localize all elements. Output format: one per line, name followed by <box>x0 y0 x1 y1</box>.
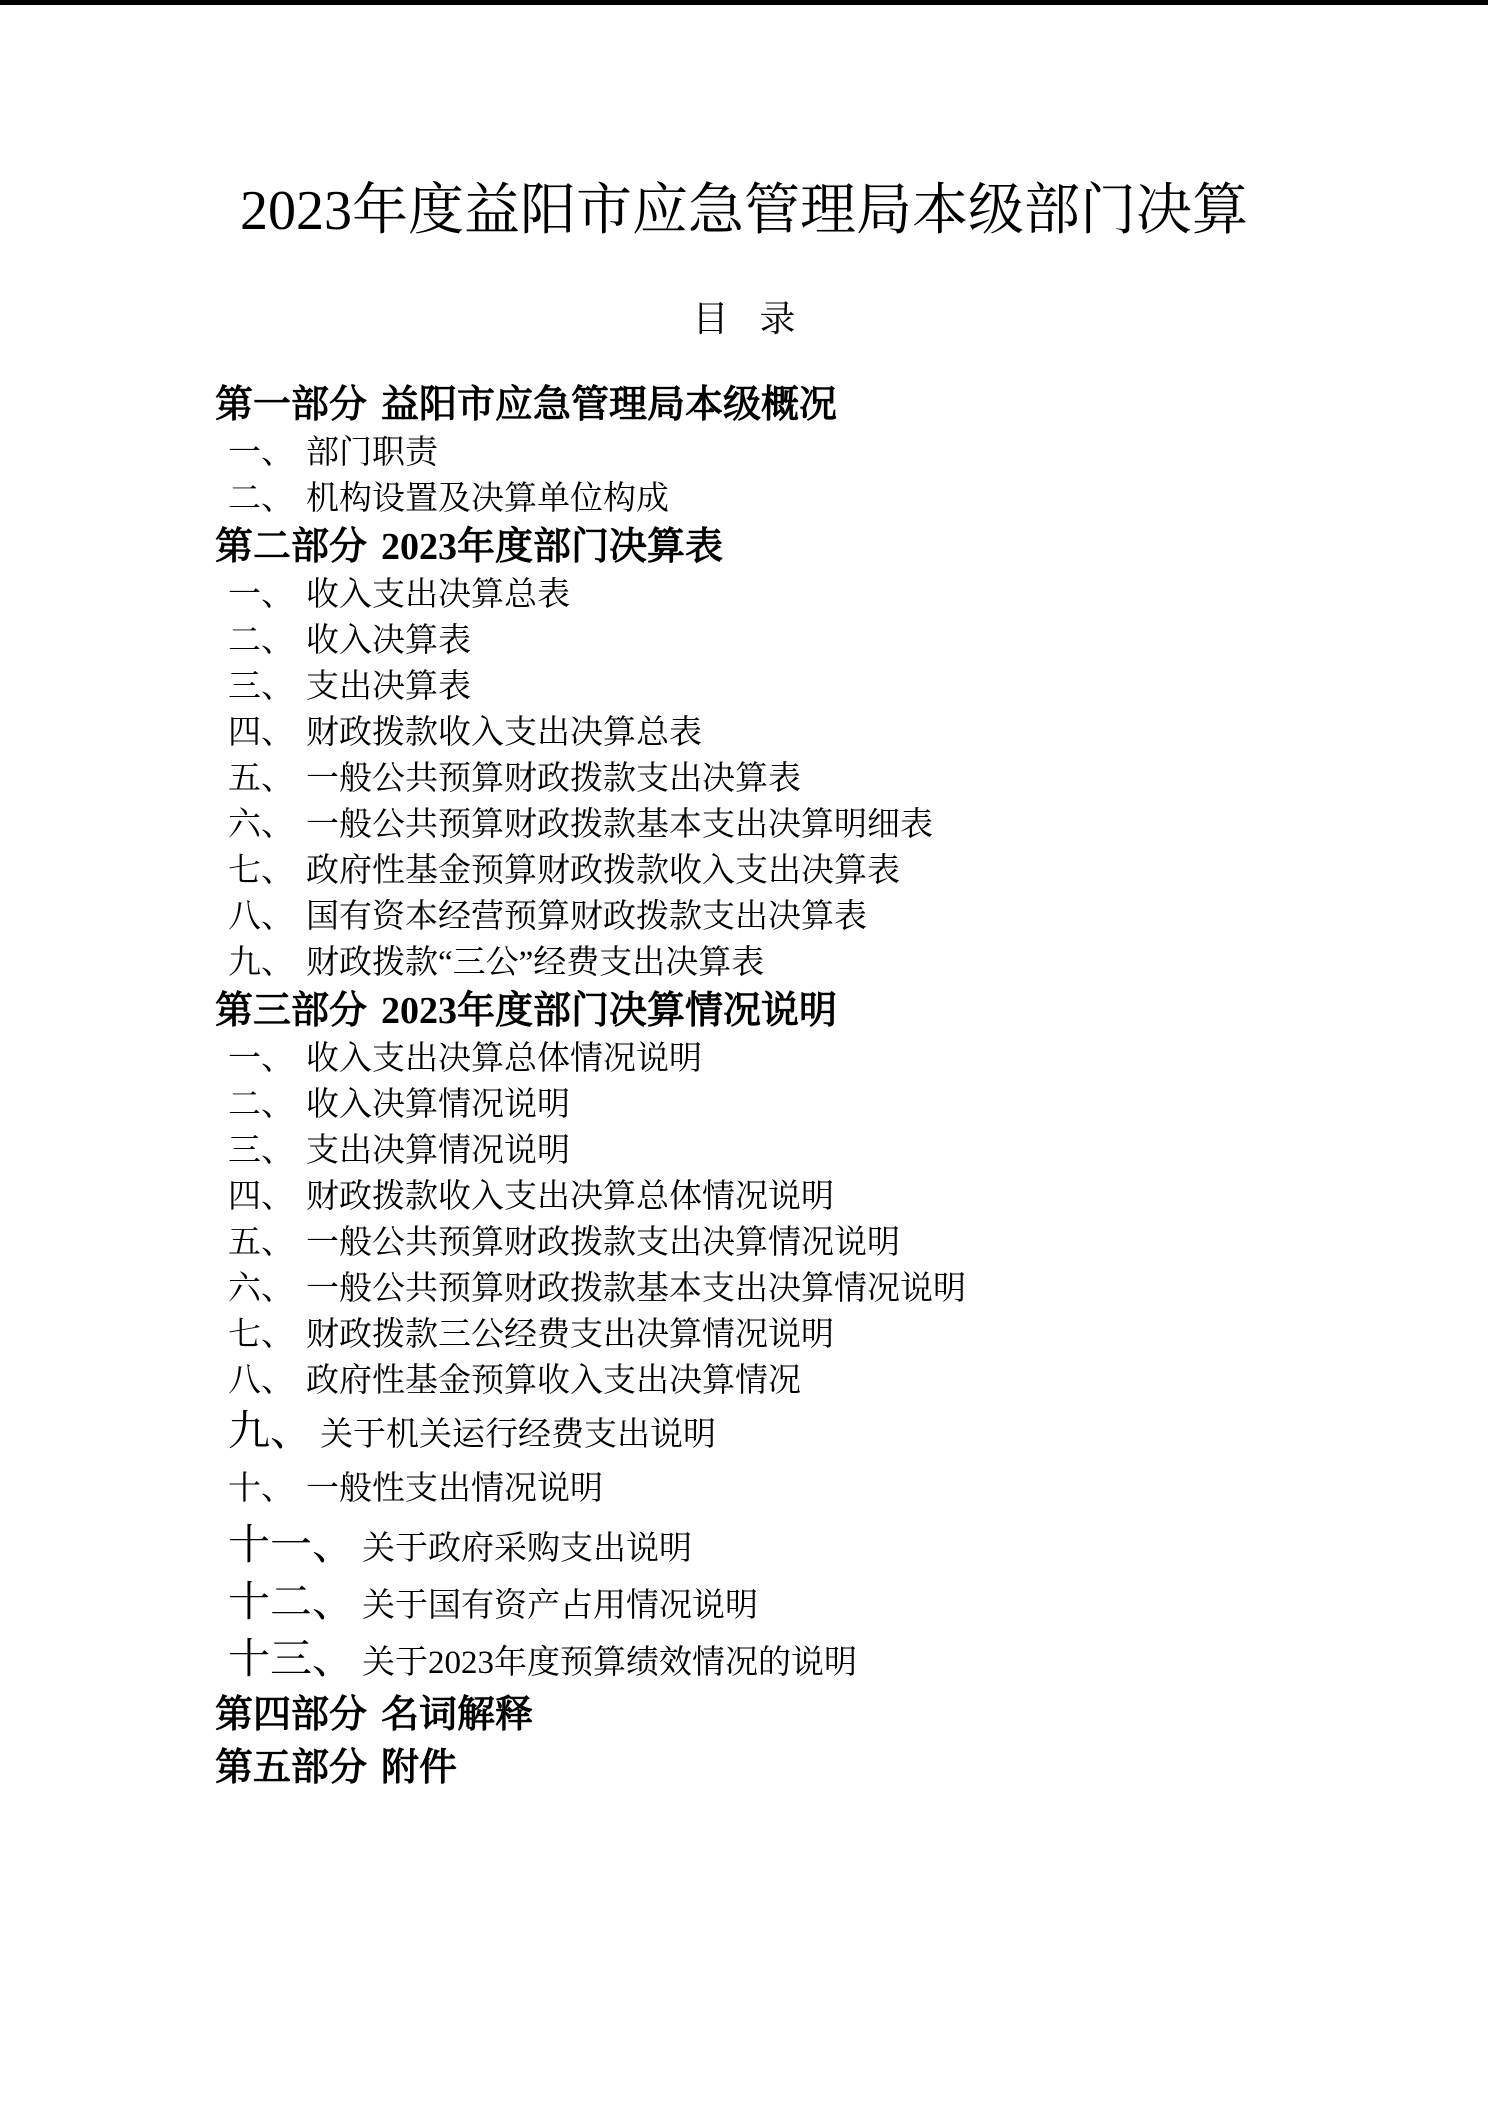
toc-item-number: 七、 <box>228 1317 294 1353</box>
toc-part-header <box>0 1689 1488 1742</box>
toc-item <box>0 1174 1488 1220</box>
toc-item-number: 一、 <box>228 435 294 471</box>
toc-item-text: 关于2023年度预算绩效情况的说明 <box>362 1645 858 1681</box>
toc-item <box>0 1461 1488 1518</box>
toc-item-text: 财政拨款三公经费支出决算情况说明 <box>306 1317 834 1353</box>
toc-item-text: 收入决算情况说明 <box>306 1087 570 1123</box>
toc-item <box>0 1266 1488 1312</box>
toc-part-label: 第四部分 <box>215 1694 368 1736</box>
document-title: 2023年度益阳市应急管理局本级部门决算 <box>240 180 1248 242</box>
toc-item-number: 四、 <box>228 1179 294 1215</box>
toc-item-number: 二、 <box>228 1087 294 1123</box>
toc-item <box>0 1128 1488 1174</box>
toc-item-text: 政府性基金预算财政拨款收入支出决算表 <box>306 853 900 889</box>
toc-item-number: 五、 <box>228 761 294 797</box>
toc-item-number: 八、 <box>228 899 294 935</box>
toc-item-text: 支出决算情况说明 <box>306 1133 570 1169</box>
toc-item-number: 八、 <box>228 1363 294 1399</box>
toc-item-number: 十二、 <box>228 1580 355 1626</box>
toc-item-text: 一般公共预算财政拨款支出决算情况说明 <box>306 1225 900 1261</box>
toc-item-text: 一般公共预算财政拨款基本支出决算明细表 <box>306 807 933 843</box>
toc-item-number: 十三、 <box>228 1637 355 1683</box>
toc-item-text: 一般公共预算财政拨款支出决算表 <box>306 761 801 797</box>
toc-item-text: 收入支出决算总表 <box>306 577 570 613</box>
toc-part-label: 第二部分 <box>215 526 368 568</box>
toc-item <box>0 1312 1488 1358</box>
toc-item <box>0 618 1488 664</box>
toc-part-title: 附件 <box>381 1747 458 1789</box>
toc-item <box>0 1575 1488 1632</box>
toc-heading: 目 录 <box>692 299 796 339</box>
toc-item-text: 财政拨款“三公”经费支出决算表 <box>306 945 765 981</box>
toc-item <box>0 1632 1488 1689</box>
toc-item-text: 支出决算表 <box>306 669 471 705</box>
toc-item-text: 财政拨款收入支出决算总表 <box>306 715 702 751</box>
toc-item-text: 部门职责 <box>306 435 438 471</box>
toc-item-number: 十、 <box>228 1471 294 1507</box>
toc-item-number: 二、 <box>228 623 294 659</box>
toc-item-number: 十一、 <box>228 1523 355 1569</box>
toc-item-number: 一、 <box>228 1041 294 1077</box>
toc-item <box>0 940 1488 986</box>
toc-item <box>0 894 1488 940</box>
toc-item-number: 三、 <box>228 1133 294 1169</box>
toc-item-text: 财政拨款收入支出决算总体情况说明 <box>306 1179 834 1215</box>
toc-list <box>0 380 1488 1795</box>
page-top-edge-bar <box>0 0 1488 5</box>
toc-item <box>0 664 1488 710</box>
toc-part-label: 第三部分 <box>215 990 368 1032</box>
toc-item-number: 九、 <box>228 1409 313 1455</box>
toc-item-text: 收入决算表 <box>306 623 471 659</box>
toc-item-number: 七、 <box>228 853 294 889</box>
toc-item-text: 机构设置及决算单位构成 <box>306 481 669 517</box>
toc-part-header <box>0 986 1488 1036</box>
toc-item-text: 收入支出决算总体情况说明 <box>306 1041 702 1077</box>
toc-item-text: 政府性基金预算收入支出决算情况 <box>306 1363 801 1399</box>
toc-item-text: 一般性支出情况说明 <box>306 1471 603 1507</box>
toc-part-title: 益阳市应急管理局本级概况 <box>381 384 838 426</box>
toc-part-label: 第一部分 <box>215 384 368 426</box>
toc-item-text: 关于机关运行经费支出说明 <box>320 1417 717 1453</box>
toc-part-title: 名词解释 <box>381 1694 534 1736</box>
toc-item-text: 国有资本经营预算财政拨款支出决算表 <box>306 899 867 935</box>
toc-item <box>0 476 1488 522</box>
toc-item-number: 六、 <box>228 1271 294 1307</box>
toc-item <box>0 1518 1488 1575</box>
toc-item <box>0 1404 1488 1461</box>
toc-item <box>0 1220 1488 1266</box>
toc-part-header <box>0 380 1488 430</box>
toc-item <box>0 802 1488 848</box>
toc-item-text: 关于政府采购支出说明 <box>362 1531 693 1567</box>
toc-item <box>0 848 1488 894</box>
toc-item-text: 关于国有资产占用情况说明 <box>362 1588 759 1624</box>
toc-item <box>0 756 1488 802</box>
toc-part-header <box>0 1742 1488 1795</box>
toc-item-number: 二、 <box>228 481 294 517</box>
toc-item-text: 一般公共预算财政拨款基本支出决算情况说明 <box>306 1271 966 1307</box>
toc-item <box>0 1036 1488 1082</box>
toc-item <box>0 1082 1488 1128</box>
toc-item-number: 一、 <box>228 577 294 613</box>
toc-item-number: 三、 <box>228 669 294 705</box>
toc-part-label: 第五部分 <box>215 1747 368 1789</box>
toc-item-number: 六、 <box>228 807 294 843</box>
toc-item <box>0 1358 1488 1404</box>
toc-part-title: 2023年度部门决算表 <box>381 526 724 568</box>
toc-item-number: 五、 <box>228 1225 294 1261</box>
toc-item-number: 四、 <box>228 715 294 751</box>
toc-part-header <box>0 522 1488 572</box>
toc-item <box>0 430 1488 476</box>
toc-part-title: 2023年度部门决算情况说明 <box>381 990 838 1032</box>
toc-item-number: 九、 <box>228 945 294 981</box>
toc-item <box>0 572 1488 618</box>
toc-item <box>0 710 1488 756</box>
